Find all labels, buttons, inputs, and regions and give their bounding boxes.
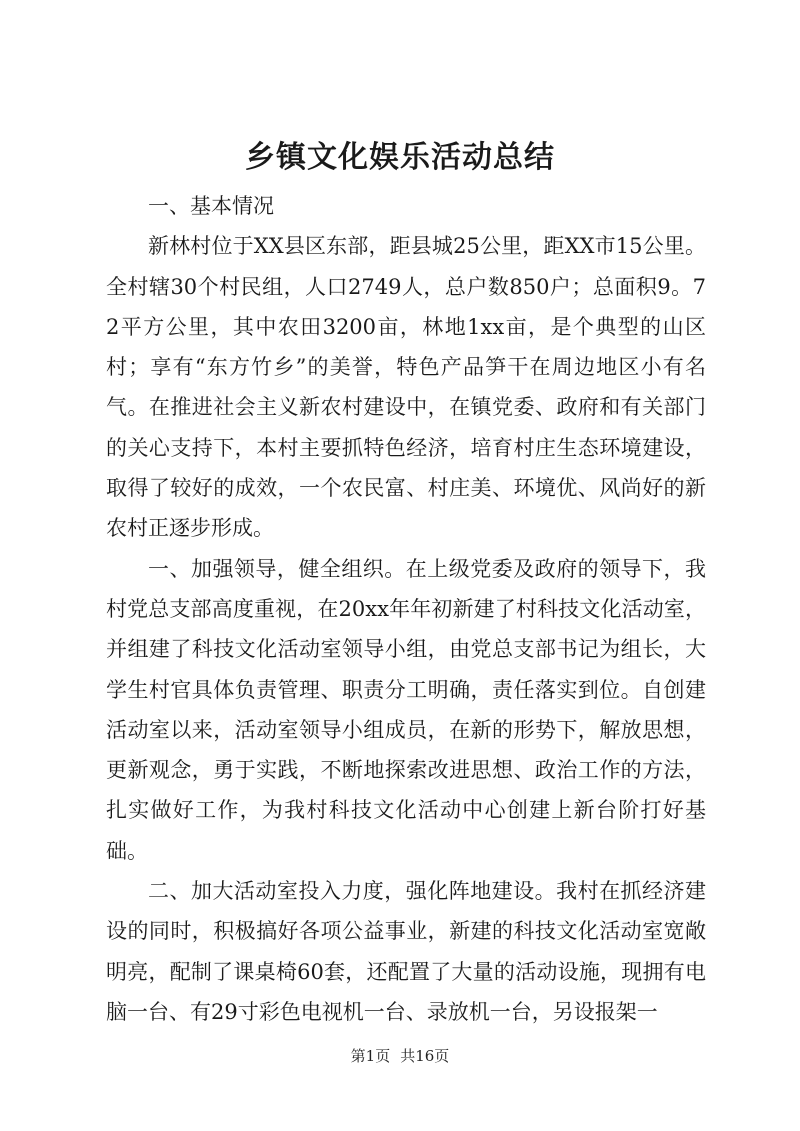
document-title: 乡镇文化娱乐活动总结 xyxy=(245,140,555,175)
section-heading: 一、基本情况 xyxy=(148,194,274,218)
page-total: 共16页 xyxy=(400,1047,450,1065)
paragraph-leadership: 一、加强领导，健全组织。在上级党委及政府的领导下，我村党总支部高度重视，在20xx年年初新建了村科技文化活动室，并组建了科技文化活动室领导小组，由党总支部书记为组长，大学生村官具体负责管理、职责分工明确，责任落实到位。自创建活动室以来，活动室领导小组成员，在新的形势下，解放思想，更新观念，勇于实践，不断地探索改进思想、政治工作的方法，扎实做好工作，为我村科技文化活动中心创建上新台阶打好基础。 xyxy=(106,556,706,863)
paragraph-basic-info: 新林村位于XX县区东部，距县城25公里，距XX市15公里。全村辖30个村民组，人口2749人，总户数850户；总面积9。72平方公里，其中农田3200亩，林地1xx亩，是个典型的山区村；享有“东方竹乡”的美誉，特色产品笋干在周边地区小有名气。在推进社会主义新农村建设中，在镇党委、政府和有关部门的关心支持下，本村主要抓特色经济，培育村庄生态环境建设，取得了较好的成效，一个农民富、村庄美、环境优、风尚好的新农村正逐步形成。 xyxy=(106,234,706,541)
paragraph-investment: 二、加大活动室投入力度，强化阵地建设。我村在抓经济建设的同时，积极搞好各项公益事业，新建的科技文化活动室宽敞明亮，配制了课桌椅60套，还配置了大量的活动设施，现拥有电脑一台、有29寸彩色电视机一台、录放机一台，另设报架一 xyxy=(106,879,706,1024)
page-number: 第1页 xyxy=(350,1047,391,1065)
document-body xyxy=(106,186,706,1032)
page-footer xyxy=(0,1046,800,1066)
